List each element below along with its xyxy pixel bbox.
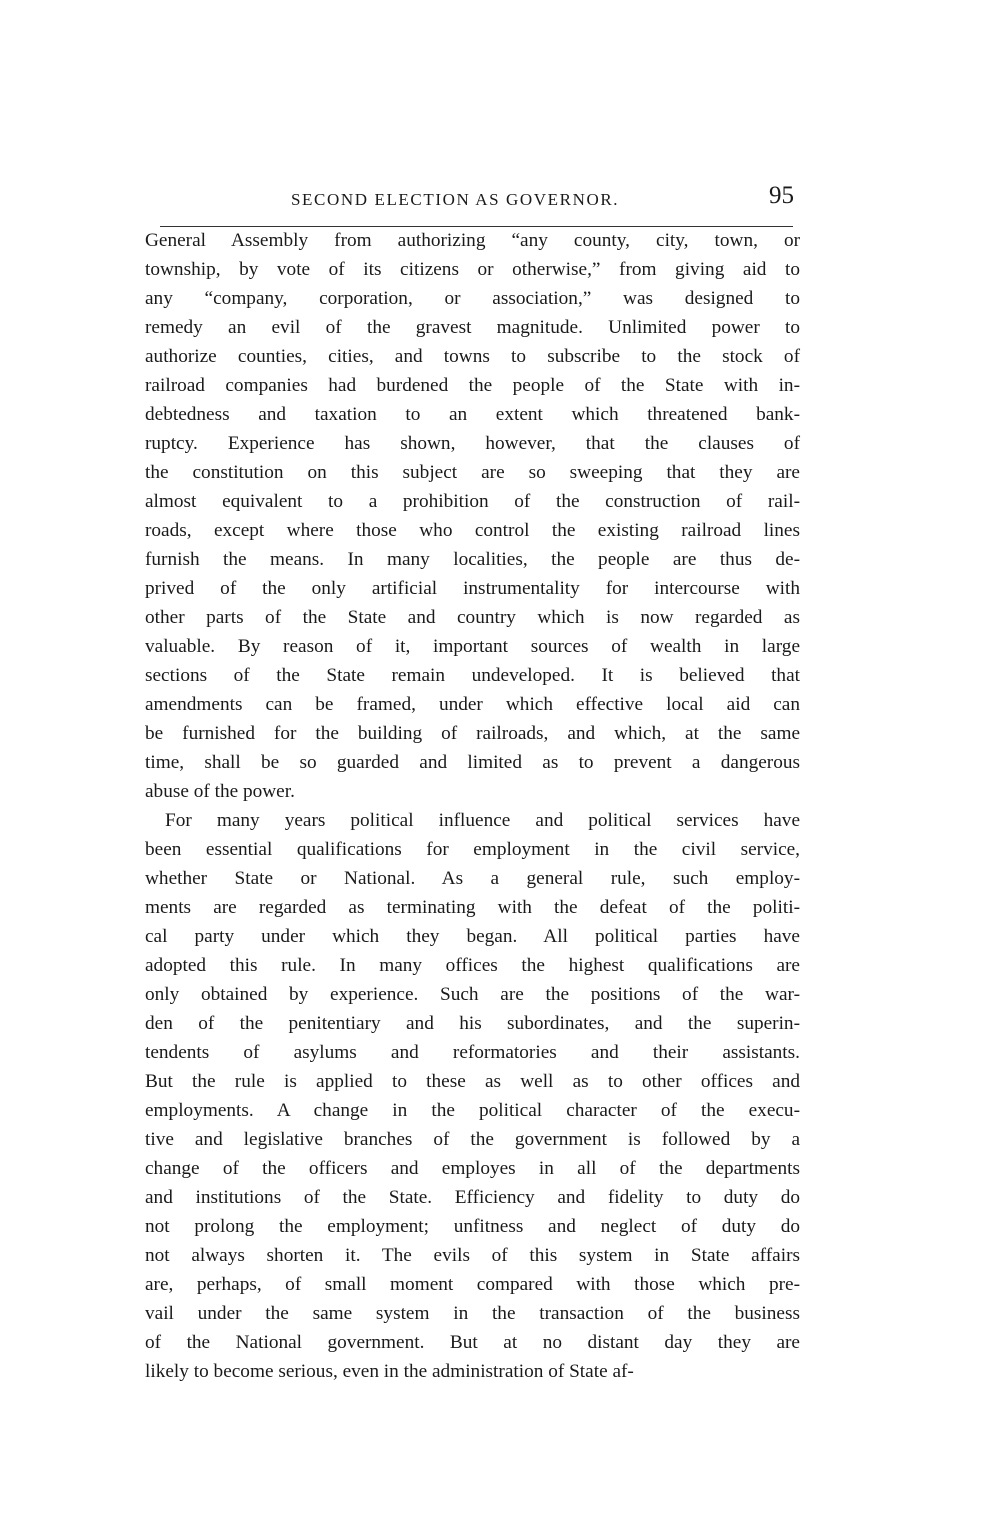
text-line: not always shorten it. The evils of this system in State affairs — [145, 1245, 800, 1266]
text-line: any “company, corporation, or association,” was designed to — [145, 288, 800, 309]
text-line: and institutions of the State. Efficiency and fidelity to duty do — [145, 1187, 800, 1208]
text-line: debtedness and taxation to an extent which threatened bank- — [145, 404, 800, 425]
page-header — [145, 182, 800, 216]
text-line: other parts of the State and country which is now regarded as — [145, 607, 800, 628]
page-number: 95 — [769, 182, 794, 209]
text-line: adopted this rule. In many offices the highest qualifications are — [145, 955, 800, 976]
text-line: railroad companies had burdened the people of the State with in- — [145, 375, 800, 396]
text-line: whether State or National. As a general rule, such employ- — [145, 868, 800, 889]
text-line: General Assembly from authorizing “any county, city, town, or — [145, 230, 800, 251]
text-line: township, by vote of its citizens or otherwise,” from giving aid to — [145, 259, 800, 280]
running-title: SECOND ELECTION AS GOVERNOR. — [291, 190, 620, 209]
text-line: remedy an evil of the gravest magnitude. Unlimited power to — [145, 317, 800, 338]
text-line: been essential qualifications for employment in the civil service, — [145, 839, 800, 860]
text-line: sections of the State remain undeveloped. It is believed that — [145, 665, 800, 686]
text-line: ruptcy. Experience has shown, however, that the clauses of — [145, 433, 800, 454]
text-line: den of the penitentiary and his subordinates, and the superin- — [145, 1013, 800, 1034]
text-line: change of the officers and employes in all of the departments — [145, 1158, 800, 1179]
text-line: not prolong the employment; unfitness and neglect of duty do — [145, 1216, 800, 1237]
text-line: be furnished for the building of railroads, and which, at the same — [145, 723, 800, 744]
text-line: likely to become serious, even in the administration of State af- — [145, 1361, 634, 1382]
text-line: abuse of the power. — [145, 781, 295, 802]
paragraph — [145, 226, 800, 806]
text-line: tive and legislative branches of the government is followed by a — [145, 1129, 800, 1150]
body-text — [145, 226, 800, 1386]
text-line: time, shall be so guarded and limited as to prevent a dangerous — [145, 752, 800, 773]
text-line: roads, except where those who control the existing railroad lines — [145, 520, 800, 541]
text-line: ments are regarded as terminating with the defeat of the politi- — [145, 897, 800, 918]
text-line: employments. A change in the political character of the execu- — [145, 1100, 800, 1121]
text-line: are, perhaps, of small moment compared with those which pre- — [145, 1274, 800, 1295]
text-line: almost equivalent to a prohibition of the construction of rail- — [145, 491, 800, 512]
text-line: valuable. By reason of it, important sources of wealth in large — [145, 636, 800, 657]
text-line: authorize counties, cities, and towns to subscribe to the stock of — [145, 346, 800, 367]
text-line: cal party under which they began. All political parties have — [145, 926, 800, 947]
text-line: prived of the only artificial instrumentality for intercourse with — [145, 578, 800, 599]
text-line: only obtained by experience. Such are the positions of the war- — [145, 984, 800, 1005]
text-line: vail under the same system in the transaction of the business — [145, 1303, 800, 1324]
paragraph — [145, 806, 800, 1386]
text-line: amendments can be framed, under which effective local aid can — [145, 694, 800, 715]
text-line: the constitution on this subject are so sweeping that they are — [145, 462, 800, 483]
text-line: But the rule is applied to these as well as to other offices and — [145, 1071, 800, 1092]
text-line: of the National government. But at no distant day they are — [145, 1332, 800, 1353]
text-line: tendents of asylums and reformatories and their assistants. — [145, 1042, 800, 1063]
text-line: furnish the means. In many localities, the people are thus de- — [145, 549, 800, 570]
text-line: For many years political influence and political services have — [165, 810, 800, 831]
